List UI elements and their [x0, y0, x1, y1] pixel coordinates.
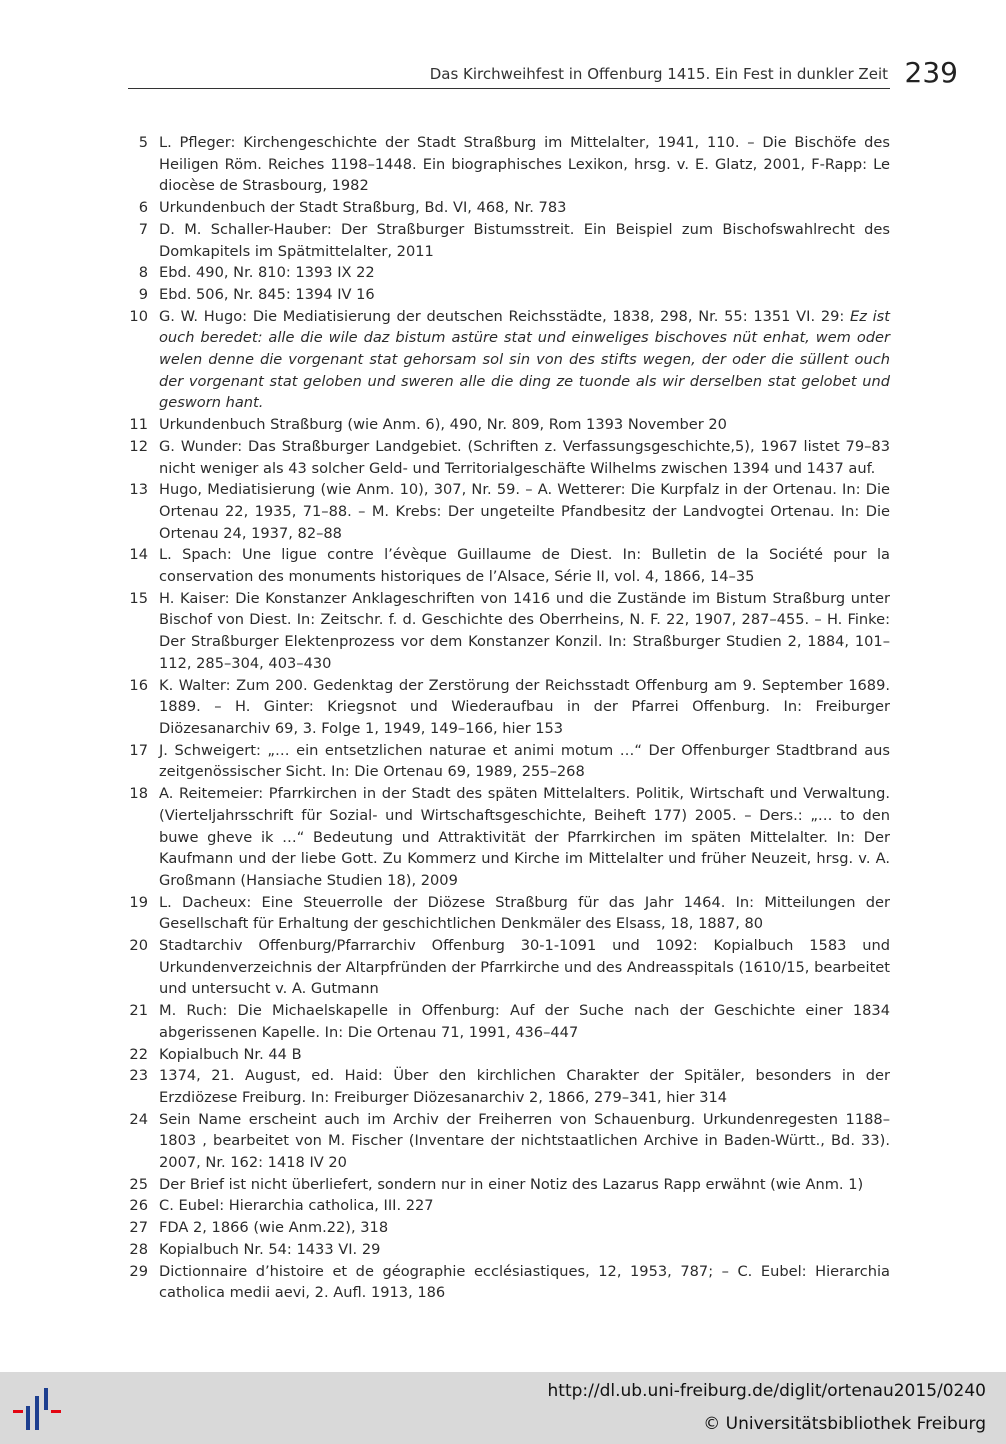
- copyright-notice: © Universitätsbibliothek Freiburg: [703, 1414, 986, 1434]
- endnote-9: [116, 284, 890, 306]
- endnote-number: 14: [129, 546, 148, 564]
- running-header: [128, 56, 958, 96]
- endnote-text: Hugo, Mediatisierung (wie Anm. 10), 307, Nr. 59. – A. Wetterer: Die Kurpfalz in der Ortenau. In: Die Ortenau 22, 1935, 71–88. – M. Krebs: Der ungeteilte Pfandbesitz der Landvogtei Ortenau. In: Die Ortenau 24, 1937, 82–88: [159, 481, 890, 542]
- endnote-11: [116, 414, 890, 436]
- endnote-25: [116, 1174, 890, 1196]
- endnote-26: [116, 1195, 890, 1217]
- endnote-italic-quote: Ez ist ouch beredet: alle die wile daz bistum astüre stat und einweliges bischoves nüt enhat, wem oder welen denne die vorgenant stat gehorsam sol sin von des stifts wegen, der oder die süllent ouch der vorgenant stat geloben und sweren alle die ding ze tuonde als wir derselben stat gelobet und gesworn hant.: [159, 307, 891, 412]
- endnote-text: A. Reitemeier: Pfarrkirchen in der Stadt des späten Mittelalters. Politik, Wirtschaft und Verwaltung. (Vierteljahrsschrift für Sozial- und Wirtschaftsgeschichte, Beiheft 177) 2005. – Ders.: „… to den buwe gheve ik …“ Bedeutung und Attraktivität der Pfarrkirchen im späten Mittelalter. In: Der Kaufmann und der liebe Gott. Zu Kommerz und Kirche im Mittelalter und früher Neuzeit, hrsg. v. A. Großmann (Hansiache Studien 18), 2009: [159, 785, 890, 889]
- endnote-17: [116, 740, 890, 783]
- ub-freiburg-logo-icon: [12, 1384, 62, 1434]
- endnote-text: Urkundenbuch der Stadt Straßburg, Bd. VI, 468, Nr. 783: [159, 199, 567, 217]
- endnote-text: Kopialbuch Nr. 54: 1433 VI. 29: [159, 1240, 381, 1258]
- endnote-number: 8: [138, 264, 148, 282]
- endnote-18: [116, 783, 890, 892]
- endnote-text: L. Pfleger: Kirchengeschichte der Stadt Straßburg im Mittelalter, 1941, 110. – Die Bischöfe des Heiligen Röm. Reiches 1198–1448. Ein biographisches Lexikon, hrsg. v. E. Glatz, 2001, F-Rapp: Le diocèse de Strasbourg, 1982: [159, 134, 890, 195]
- endnote-number: 18: [129, 785, 148, 803]
- endnote-text: Sein Name erscheint auch im Archiv der Freiherren von Schauenburg. Urkundenregesten 1188–1803 , bearbeitet von M. Fischer (Inventare der nichtstaatlichen Archive in Baden-Württ., Bd. 33). 2007, Nr. 162: 1418 IV 20: [159, 1110, 890, 1172]
- endnote-number: 7: [138, 220, 148, 238]
- permalink-url[interactable]: http://dl.ub.uni-freiburg.de/diglit/ortenau2015/0240: [547, 1381, 986, 1401]
- endnote-number: 16: [129, 676, 148, 694]
- endnotes-list: [116, 132, 890, 1304]
- endnote-20: [116, 935, 890, 1000]
- endnote-number: 26: [129, 1197, 148, 1215]
- endnote-7: [116, 219, 890, 262]
- endnote-text: Der Brief ist nicht überliefert, sondern nur in einer Notiz des Lazarus Rapp erwähnt (wie Anm. 1): [159, 1175, 864, 1193]
- endnote-29: [116, 1261, 890, 1304]
- endnote-text: J. Schweigert: „… ein entsetzlichen naturae et animi motum …“ Der Offenburger Stadtbrand aus zeitgenössischer Sicht. In: Die Ortenau 69, 1989, 255–268: [159, 741, 890, 781]
- endnote-6: [116, 197, 890, 219]
- endnote-number: 9: [138, 285, 148, 303]
- endnote-27: [116, 1217, 890, 1239]
- endnote-number: 23: [129, 1067, 148, 1085]
- endnote-22: [116, 1044, 890, 1066]
- endnote-text: C. Eubel: Hierarchia catholica, III. 227: [159, 1197, 434, 1215]
- endnote-text: M. Ruch: Die Michaelskapelle in Offenburg: Auf der Suche nach der Geschichte einer 1834 abgerissenen Kapelle. In: Die Ortenau 71, 1991, 436–447: [159, 1002, 890, 1041]
- endnote-10: [116, 306, 890, 415]
- endnote-text: Dictionnaire d’histoire et de géographie ecclésiastiques, 12, 1953, 787; – C. Eubel: Hierarchia catholica medii aevi, 2. Aufl. 1913, 186: [159, 1262, 890, 1302]
- endnote-12: [116, 436, 890, 479]
- endnote-number: 21: [129, 1002, 148, 1020]
- endnote-23: [116, 1065, 890, 1108]
- endnote-text: L. Spach: Une ligue contre l’évèque Guillaume de Diest. In: Bulletin de la Société pour la conservation des monuments historiques de l’Alsace, Série II, vol. 4, 1866, 14–35: [159, 546, 890, 586]
- endnote-number: 24: [129, 1110, 148, 1128]
- endnote-text: D. M. Schaller-Hauber: Der Straßburger Bistumsstreit. Ein Beispiel zum Bischofswahlrecht des Domkapitels im Spätmittelalter, 2011: [159, 220, 890, 260]
- endnote-number: 17: [129, 741, 148, 759]
- endnote-number: 25: [129, 1175, 148, 1193]
- endnote-text: H. Kaiser: Die Konstanzer Anklageschriften von 1416 und die Zustände im Bistum Straßburg unter Bischof von Diest. In: Zeitschr. f. d. Geschichte des Oberrheins, N. F. 22, 1907, 287–455. – H. Finke: Der Straßburger Elektenprozess vor dem Konstanzer Konzil. In: Straßburger Studien 2, 1884, 101–112, 285–304, 403–430: [159, 589, 890, 672]
- endnote-text: Stadtarchiv Offenburg/Pfarrarchiv Offenburg 30-1-1091 und 1092: Kopialbuch 1583 und Urkundenverzeichnis der Altarpfründen der Pfarrkirche und des Andreasspitals (1610/15, bearbeitet und untersucht v. A. Gutmann: [159, 937, 890, 998]
- endnote-24: [116, 1109, 890, 1174]
- endnote-number: 11: [129, 416, 148, 434]
- endnote-number: 12: [129, 437, 148, 455]
- endnote-number: 20: [129, 937, 148, 955]
- endnote-16: [116, 675, 890, 740]
- endnote-number: 19: [129, 893, 148, 911]
- endnote-number: 28: [129, 1240, 148, 1258]
- endnote-text: 1374, 21. August, ed. Haid: Über den kirchlichen Charakter der Spitäler, besonders in der Erzdiözese Freiburg. In: Freiburger Diözesanarchiv 2, 1866, 279–341, hier 314: [159, 1067, 890, 1106]
- endnote-number: 15: [129, 589, 148, 607]
- endnote-text: FDA 2, 1866 (wie Anm.22), 318: [159, 1219, 389, 1237]
- endnote-text: G. Wunder: Das Straßburger Landgebiet. (Schriften z. Verfassungsgeschichte,5), 1967 listet 79–83 nicht weniger als 43 solcher Geld- und Territorialgeschäfte Wilhelms zwischen 1394 und 1437 auf.: [159, 437, 890, 477]
- endnote-number: 27: [129, 1219, 148, 1237]
- footer-bar: [0, 1372, 1006, 1444]
- endnote-number: 10: [129, 307, 148, 325]
- endnote-28: [116, 1239, 890, 1261]
- endnote-15: [116, 588, 890, 675]
- endnote-number: 13: [129, 481, 148, 499]
- endnote-text: Ebd. 490, Nr. 810: 1393 IX 22: [159, 264, 375, 282]
- endnote-text: G. W. Hugo: Die Mediatisierung der deutschen Reichsstädte, 1838, 298, Nr. 55: 1351 VI. 29:: [159, 307, 851, 325]
- endnote-number: 29: [129, 1262, 148, 1280]
- endnote-text: Ebd. 506, Nr. 845: 1394 IV 16: [159, 285, 375, 303]
- running-title: Das Kirchweihfest in Offenburg 1415. Ein Fest in dunkler Zeit: [429, 65, 888, 83]
- endnote-19: [116, 892, 890, 935]
- endnote-text: Kopialbuch Nr. 44 B: [159, 1045, 302, 1063]
- endnote-text: Urkundenbuch Straßburg (wie Anm. 6), 490, Nr. 809, Rom 1393 November 20: [159, 416, 727, 434]
- endnote-21: [116, 1000, 890, 1043]
- endnote-13: [116, 479, 890, 544]
- endnote-number: 5: [138, 134, 148, 151]
- header-rule: [128, 88, 890, 89]
- endnote-text: K. Walter: Zum 200. Gedenktag der Zerstörung der Reichsstadt Offenburg am 9. September 1689. 1889. – H. Ginter: Kriegsnot und Wiederaufbau in der Pfarrei Offenburg. In: Freiburger Diözesanarchiv 69, 3. Folge 1, 1949, 149–166, hier 153: [159, 676, 890, 737]
- endnote-8: [116, 262, 890, 284]
- page-number: 239: [904, 56, 958, 89]
- endnote-number: 22: [129, 1045, 148, 1063]
- endnote-5: [116, 132, 890, 197]
- endnote-text: L. Dacheux: Eine Steuerrolle der Diözese Straßburg für das Jahr 1464. In: Mitteilungen der Gesellschaft für Erhaltung der geschichtlichen Denkmäler des Elsass, 18, 1887, 80: [159, 893, 890, 933]
- endnote-number: 6: [138, 199, 148, 217]
- endnote-14: [116, 544, 890, 587]
